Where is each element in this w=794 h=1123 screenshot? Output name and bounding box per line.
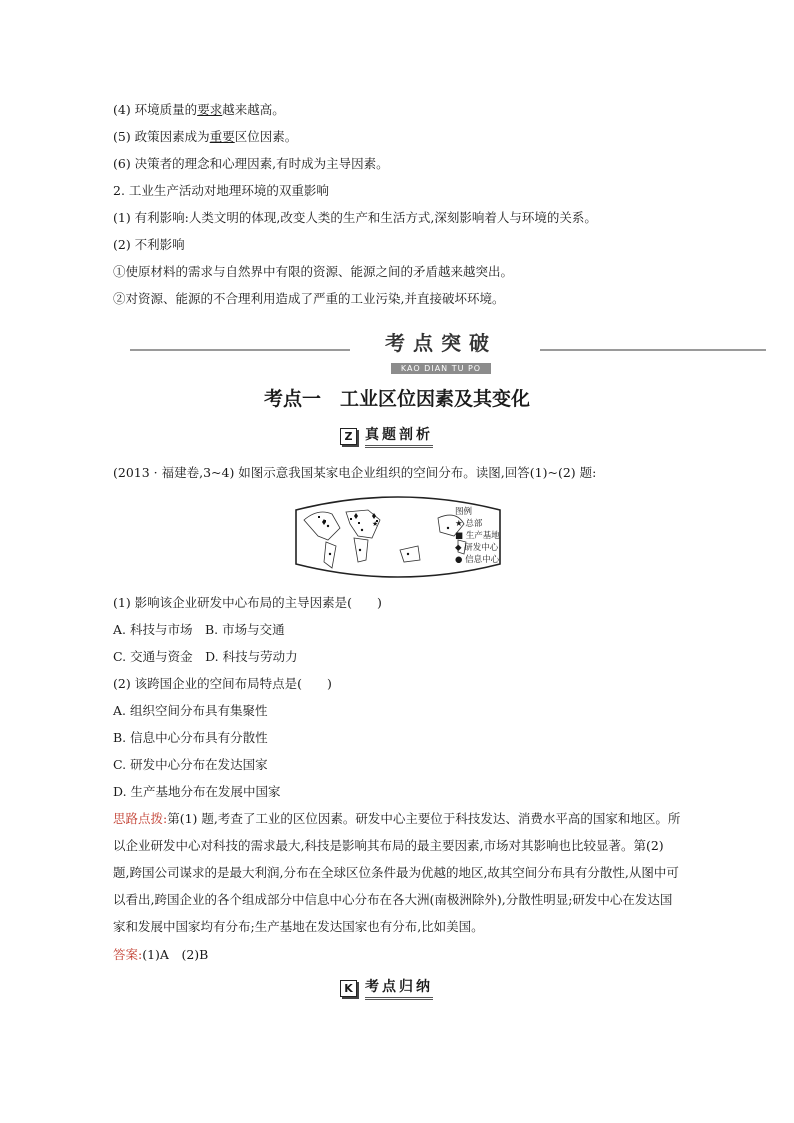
question-intro: (2013 · 福建卷,3~4) 如图示意我国某家电企业组织的空间分布。读图,回答(1)~(2) 题: (113, 465, 597, 480)
q1-options-ab: A. 科技与市场 B. 市场与交通 (113, 622, 285, 637)
label-summary (340, 977, 433, 999)
unfavorable-effect: (2) 不利影响 (113, 237, 185, 252)
legend-item: ■ 生产基地 (455, 531, 500, 541)
info-center-marker (407, 553, 409, 555)
q1-options-cd: C. 交通与资金 D. 科技与劳动力 (113, 649, 298, 664)
heading-2: 2. 工业生产活动对地理环境的双重影响 (113, 183, 329, 198)
info-center-marker (447, 527, 449, 529)
production-base-marker (318, 516, 320, 518)
legend-title: 图例 (455, 507, 473, 517)
legend-item: ★ 总部 (455, 519, 483, 529)
k-icon: K (340, 980, 357, 997)
q2-option-c: C. 研发中心分布在发达国家 (113, 757, 268, 772)
answer (113, 946, 208, 964)
info-center-marker (361, 529, 363, 531)
q2-option-b: B. 信息中心分布具有分散性 (113, 730, 268, 745)
banner-rule-left (130, 349, 350, 351)
banner-subtitle: KAO DIAN TU PO (391, 363, 491, 374)
analysis-text: 第(1) 题,考查了工业的区位因素。研发中心主要位于科技发达、消费水平高的国家和地区。所以企业研发中心对科技的需求最大,科技是影响其布局的最主要因素,市场对其影响也比较显著。第(2) 题,跨国公司谋求的是最大利润,分布在全球区位条件最为优越的地区,故其空间分布具有分散性,从图中可以看出,跨国企业的各个组成部分中信息中心分布在各大洲(南极洲除外),分散性明显;研发中心在发达国家和发展中国家均有分布;生产基地在发达国家也有分布,比如美国。 (113, 811, 681, 934)
q2-option-a: A. 组织空间分布具有集聚性 (113, 703, 268, 718)
q2-stem: (2) 该跨国企业的空间布局特点是( ) (113, 676, 332, 691)
z-icon: Z (340, 428, 357, 445)
label-real-question-text: 真题剖析 (365, 424, 433, 448)
answer-text: (1)A (2)B (142, 947, 209, 962)
analysis-label: 思路点拨: (113, 811, 168, 826)
unfavorable-point-1: ①使原材料的需求与自然界中有限的资源、能源之间的矛盾越来越突出。 (113, 264, 514, 279)
banner-rule-right (540, 349, 766, 351)
map-legend (455, 506, 500, 566)
item-5: (5) 政策因素成为重要区位因素。 (113, 129, 298, 144)
favorable-effect: (1) 有利影响:人类文明的体现,改变人类的生产和生活方式,深刻影响着人与环境的关系。 (113, 210, 597, 225)
item-6: (6) 决策者的理念和心理因素,有时成为主导因素。 (113, 156, 389, 171)
q1-stem: (1) 影响该企业研发中心布局的主导因素是( ) (113, 595, 382, 610)
label-real-question (340, 425, 433, 447)
headquarters-marker: ★ (372, 520, 379, 528)
section-banner (358, 326, 524, 373)
production-base-marker (350, 518, 352, 520)
production-base-marker (358, 522, 360, 524)
legend-item: ● 信息中心 (455, 555, 500, 565)
item-4: (4) 环境质量的要求越来越高。 (113, 102, 285, 117)
info-center-marker (359, 549, 361, 551)
label-summary-text: 考点归纳 (365, 976, 433, 1000)
analysis (113, 805, 683, 940)
unfavorable-point-2: ②对资源、能源的不合理利用造成了严重的工业污染,并直接破坏环境。 (113, 291, 505, 306)
answer-label: 答案: (113, 947, 143, 962)
q2-option-d: D. 生产基地分布在发展中国家 (113, 784, 281, 799)
section-title: 考点一 工业区位因素及其变化 (263, 388, 530, 410)
info-center-marker (329, 553, 331, 555)
legend-item: ◆ 研发中心 (455, 543, 499, 553)
info-center-marker (327, 525, 329, 527)
banner-title: 考点突破 (385, 331, 497, 355)
